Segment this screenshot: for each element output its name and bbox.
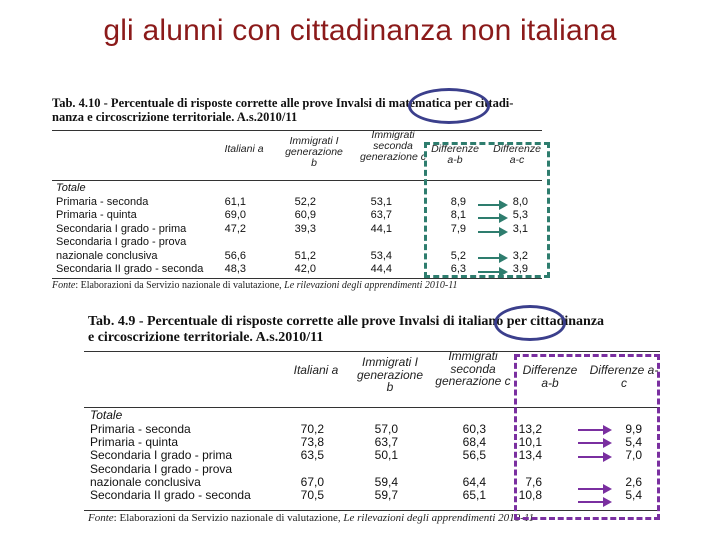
- cell-c: 65,1: [462, 488, 486, 502]
- cell-b: 57,0: [374, 422, 398, 436]
- cell-a: 56,6: [224, 249, 246, 262]
- cell-a: 67,0: [300, 474, 324, 489]
- header-diff-ac: Differenze a-c: [493, 143, 541, 167]
- source-italic: Le rilevazioni degli apprendimenti 2010-11: [284, 280, 458, 291]
- header-diff-ab: Differenze a-b: [431, 143, 479, 167]
- cell-ab: 8,1: [450, 209, 466, 222]
- cell-a: 69,0: [224, 209, 246, 222]
- caption-subject: matematica: [388, 96, 452, 110]
- source-note: [88, 512, 534, 524]
- header-diff-ab: Differenze a-b: [522, 363, 578, 390]
- row-label: nazionale conclusiva: [90, 474, 201, 489]
- cell-ac: 3,9: [512, 263, 528, 275]
- cell-ac: 3,2: [512, 249, 528, 262]
- caption-suffix: per cittadinanza: [503, 314, 605, 329]
- section-label: Totale: [56, 182, 86, 194]
- cell-ac: 8,0: [512, 196, 528, 208]
- top-rule: [52, 130, 542, 131]
- row-label: Secondaria I grado - prova: [90, 461, 233, 476]
- cell-ab: 7,6: [525, 474, 542, 489]
- cell-c: 63,7: [370, 209, 392, 222]
- caption-subject: italiano: [458, 314, 504, 329]
- highlight-box-differences: [514, 354, 660, 520]
- cell-ab: 8,9: [450, 196, 466, 208]
- row-label: Secondaria I grado - prima: [90, 448, 233, 463]
- cell-ab: 13,2: [518, 422, 542, 436]
- source-label: Fonte: [88, 512, 114, 524]
- cell-b: 42,0: [294, 263, 316, 275]
- top-rule: [84, 351, 660, 352]
- header-immigrati-1: Immigrati I generazione b: [356, 355, 424, 395]
- cell-ac: 2,6: [625, 474, 642, 489]
- caption-suffix: per cittadi-: [451, 96, 514, 110]
- cell-b: 51,2: [294, 249, 316, 262]
- header-italiani: Italiani a: [224, 143, 264, 155]
- cell-ab: 13,4: [518, 448, 542, 463]
- cell-c: 56,5: [462, 448, 486, 463]
- source-note: [52, 280, 457, 291]
- cell-b: 63,7: [374, 435, 398, 450]
- header-immigrati-2: Immigrati seconda generazione c: [360, 129, 426, 164]
- row-label: Primaria - quinta: [90, 435, 179, 450]
- cell-c: 60,3: [462, 422, 486, 436]
- row-label: Primaria - seconda: [56, 196, 149, 208]
- caption-line2: e circoscrizione territoriale. A.s.2010/11: [88, 329, 324, 345]
- section-label: Totale: [90, 408, 123, 422]
- highlight-oval-italiano: [494, 305, 566, 341]
- caption-prefix: Tab. 4.10 - Percentuale di risposte corrette alle prove Invalsi di: [52, 96, 389, 110]
- cell-a: 70,5: [300, 488, 324, 502]
- row-label: Primaria - quinta: [56, 209, 137, 222]
- cell-ac: 7,0: [625, 448, 642, 463]
- row-label: Secondaria I grado - prima: [56, 222, 187, 235]
- header-immigrati-2: Immigrati seconda generazione c: [435, 349, 511, 389]
- row-label: Secondaria I grado - prova: [56, 236, 187, 249]
- cell-a: 73,8: [300, 435, 324, 450]
- cell-a: 47,2: [224, 222, 246, 235]
- row-label: Secondaria II grado - seconda: [90, 488, 251, 502]
- source-italic: Le rilevazioni degli apprendimenti 2010-11: [343, 512, 535, 524]
- bottom-rule: [52, 278, 542, 279]
- cell-ab: 6,3: [450, 263, 466, 275]
- slide-title: gli alunni con cittadinanza non italiana: [103, 14, 617, 47]
- caption-line2: nanza e circoscrizione territoriale. A.s.2010/11: [52, 110, 298, 124]
- cell-c: 68,4: [462, 435, 486, 450]
- cell-c: 44,4: [370, 263, 392, 275]
- cell-b: 50,1: [374, 448, 398, 463]
- cell-a: 63,5: [300, 448, 324, 463]
- row-label: Primaria - seconda: [90, 422, 191, 436]
- caption-prefix: Tab. 4.9 - Percentuale di risposte corrette alle prove Invalsi di: [88, 314, 459, 329]
- row-label: nazionale conclusiva: [56, 249, 158, 262]
- cell-b: 60,9: [294, 209, 316, 222]
- cell-b: 39,3: [294, 222, 316, 235]
- header-diff-ac: Differenze a-c: [589, 363, 659, 390]
- cell-ab: 5,2: [450, 249, 466, 262]
- source-text: : Elaborazioni da Servizio nazionale di valutazione,: [113, 512, 344, 524]
- cell-c: 53,1: [370, 196, 392, 208]
- source-label: Fonte: [52, 280, 76, 291]
- cell-ac: 9,9: [625, 422, 642, 436]
- header-italiani: Italiani a: [293, 363, 339, 377]
- cell-a: 61,1: [224, 196, 246, 208]
- cell-b: 59,7: [374, 488, 398, 502]
- cell-ac: 5,3: [512, 209, 528, 222]
- cell-c: 64,4: [462, 474, 486, 489]
- cell-b: 52,2: [294, 196, 316, 208]
- cell-c: 53,4: [370, 249, 392, 262]
- table-caption: [88, 314, 678, 345]
- cell-a: 70,2: [300, 422, 324, 436]
- cell-ab: 10,1: [518, 435, 542, 450]
- cell-ac: 5,4: [625, 435, 642, 450]
- cell-a: 48,3: [224, 263, 246, 275]
- cell-b: 59,4: [374, 474, 398, 489]
- cell-ac: 5,4: [625, 488, 642, 502]
- cell-ab: 10,8: [518, 488, 542, 502]
- source-text: : Elaborazioni da Servizio nazionale di valutazione,: [75, 280, 285, 291]
- highlight-oval-matematica: [408, 88, 490, 124]
- cell-ac: 3,1: [512, 222, 528, 235]
- header-immigrati-1: Immigrati I generazione b: [285, 135, 343, 170]
- cell-ab: 7,9: [450, 222, 466, 235]
- cell-c: 44,1: [370, 222, 392, 235]
- row-label: Secondaria II grado - seconda: [56, 263, 204, 275]
